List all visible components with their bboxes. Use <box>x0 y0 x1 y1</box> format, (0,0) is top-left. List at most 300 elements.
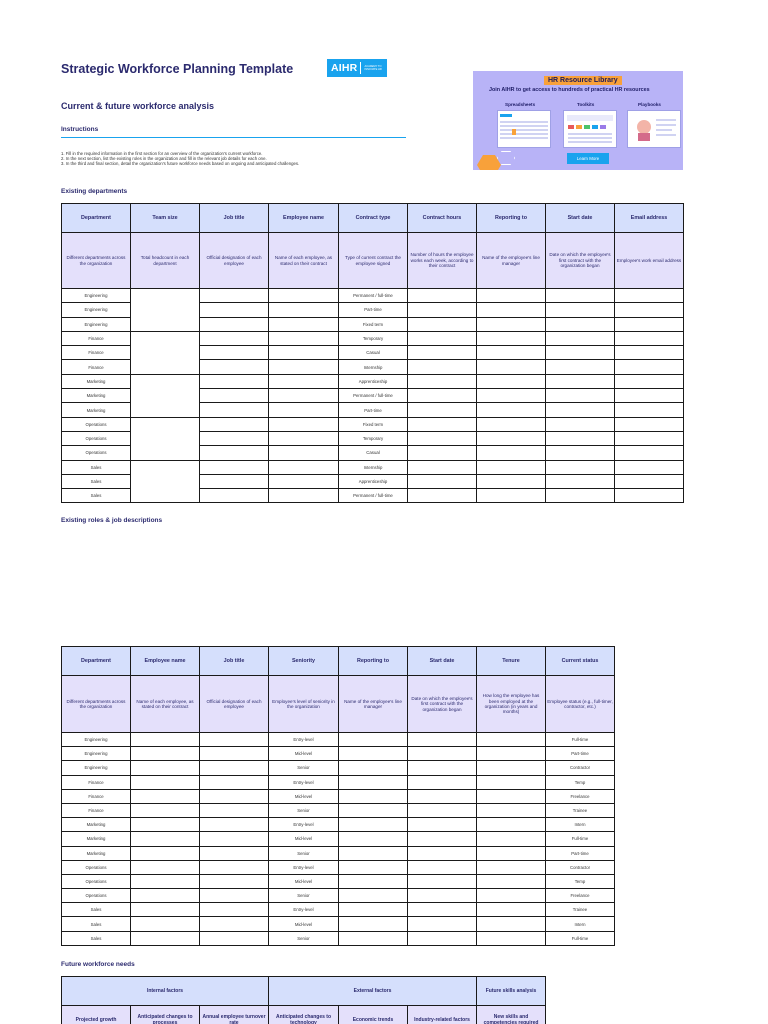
column-header: Reporting to <box>339 647 408 676</box>
contract-hours-cell[interactable] <box>408 331 477 345</box>
start-date-cell[interactable] <box>546 489 615 503</box>
future-heading: Future workforce needs <box>61 961 135 968</box>
employee-name-cell[interactable] <box>269 289 339 303</box>
job-title-cell[interactable] <box>200 403 269 417</box>
contract-hours-cell[interactable] <box>408 403 477 417</box>
contract-hours-cell[interactable] <box>408 346 477 360</box>
reporting-to-cell[interactable] <box>339 818 408 832</box>
column-header: Current status <box>546 647 615 676</box>
job-title-cell[interactable] <box>200 889 269 903</box>
email-cell[interactable] <box>615 431 684 445</box>
job-title-cell[interactable] <box>200 417 269 431</box>
job-title-cell[interactable] <box>200 832 269 846</box>
seniority-cell[interactable]: Mid-level <box>269 832 339 846</box>
department-cell[interactable]: Sales <box>62 903 131 917</box>
department-cell[interactable]: Operations <box>62 446 131 460</box>
instruction-line: 1. Fill in the required information in the first section for an overview of the organization's current workforce. <box>61 151 263 156</box>
reporting-to-cell[interactable] <box>339 789 408 803</box>
employee-name-cell[interactable] <box>269 317 339 331</box>
team-size-cell[interactable] <box>131 331 200 374</box>
job-title-cell[interactable] <box>200 389 269 403</box>
employee-name-cell[interactable] <box>269 331 339 345</box>
contract-hours-cell[interactable] <box>408 460 477 474</box>
tenure-cell[interactable] <box>477 917 546 931</box>
employee-name-cell[interactable] <box>131 889 200 903</box>
start-date-cell[interactable] <box>408 733 477 747</box>
column-header: Projected growth <box>62 1006 131 1024</box>
employee-name-cell[interactable] <box>269 431 339 445</box>
contract-type-cell[interactable]: Permanent / full-time <box>339 489 408 503</box>
contract-hours-cell[interactable] <box>408 417 477 431</box>
reporting-to-cell[interactable] <box>339 917 408 931</box>
column-description: Name of the employee's line manager <box>339 676 408 733</box>
job-title-cell[interactable] <box>200 374 269 388</box>
employee-name-cell[interactable] <box>131 789 200 803</box>
reporting-to-cell[interactable] <box>477 360 546 374</box>
current-status-cell[interactable]: Contractor <box>546 761 615 775</box>
email-cell[interactable] <box>615 489 684 503</box>
start-date-cell[interactable] <box>408 803 477 817</box>
departments-body <box>62 289 684 503</box>
seniority-cell[interactable]: Mid-level <box>269 747 339 761</box>
tenure-cell[interactable] <box>477 733 546 747</box>
table-row <box>62 761 615 775</box>
current-status-cell[interactable]: Intern <box>546 818 615 832</box>
reporting-to-cell[interactable] <box>339 931 408 945</box>
reporting-to-cell[interactable] <box>339 775 408 789</box>
department-cell[interactable]: Finance <box>62 789 131 803</box>
column-header: Contract type <box>339 204 408 233</box>
reporting-to-cell[interactable] <box>339 803 408 817</box>
contract-hours-cell[interactable] <box>408 374 477 388</box>
contract-type-cell[interactable]: Permanent / full-time <box>339 389 408 403</box>
email-cell[interactable] <box>615 374 684 388</box>
job-title-cell[interactable] <box>200 803 269 817</box>
employee-name-cell[interactable] <box>269 403 339 417</box>
seniority-cell[interactable]: Entry-level <box>269 733 339 747</box>
reporting-to-cell[interactable] <box>477 431 546 445</box>
employee-name-cell[interactable] <box>131 747 200 761</box>
employee-name-cell[interactable] <box>131 846 200 860</box>
table-row <box>62 747 615 761</box>
employee-name-cell[interactable] <box>269 489 339 503</box>
reporting-to-cell[interactable] <box>339 846 408 860</box>
start-date-cell[interactable] <box>546 374 615 388</box>
start-date-cell[interactable] <box>408 917 477 931</box>
email-cell[interactable] <box>615 289 684 303</box>
job-title-cell[interactable] <box>200 860 269 874</box>
seniority-cell[interactable]: Entry-level <box>269 818 339 832</box>
department-cell[interactable]: Operations <box>62 889 131 903</box>
reporting-to-cell[interactable] <box>477 346 546 360</box>
start-date-cell[interactable] <box>408 846 477 860</box>
department-cell[interactable]: Marketing <box>62 374 131 388</box>
seniority-cell[interactable]: Senior <box>269 803 339 817</box>
reporting-to-cell[interactable] <box>477 403 546 417</box>
table-row <box>62 775 615 789</box>
current-status-cell[interactable]: Part-time <box>546 846 615 860</box>
start-date-cell[interactable] <box>408 761 477 775</box>
contract-type-cell[interactable]: Temporary <box>339 331 408 345</box>
current-status-cell[interactable]: Contractor <box>546 860 615 874</box>
current-status-cell[interactable]: Temp <box>546 874 615 888</box>
reporting-to-cell[interactable] <box>477 374 546 388</box>
current-status-cell[interactable]: Trainee <box>546 803 615 817</box>
employee-name-cell[interactable] <box>269 374 339 388</box>
reporting-to-cell[interactable] <box>339 747 408 761</box>
contract-hours-cell[interactable] <box>408 389 477 403</box>
department-cell[interactable]: Sales <box>62 474 131 488</box>
reporting-to-cell[interactable] <box>477 317 546 331</box>
start-date-cell[interactable] <box>546 417 615 431</box>
current-status-cell[interactable]: Full-time <box>546 733 615 747</box>
roles-header-row <box>62 647 615 676</box>
page-subtitle: Current & future workforce analysis <box>61 101 215 111</box>
department-cell[interactable]: Marketing <box>62 832 131 846</box>
department-cell[interactable]: Operations <box>62 417 131 431</box>
table-row <box>62 417 684 431</box>
reporting-to-cell[interactable] <box>339 733 408 747</box>
contract-hours-cell[interactable] <box>408 431 477 445</box>
job-title-cell[interactable] <box>200 346 269 360</box>
contract-hours-cell[interactable] <box>408 446 477 460</box>
job-title-cell[interactable] <box>200 903 269 917</box>
instructions-divider <box>61 137 406 138</box>
team-size-cell[interactable] <box>131 289 200 332</box>
start-date-cell[interactable] <box>546 474 615 488</box>
seniority-cell[interactable]: Senior <box>269 761 339 775</box>
table-row <box>62 460 684 474</box>
job-title-cell[interactable] <box>200 874 269 888</box>
column-description: Date on which the employee's first contract with the organization began <box>408 676 477 733</box>
email-cell[interactable] <box>615 317 684 331</box>
department-cell[interactable]: Finance <box>62 775 131 789</box>
department-cell[interactable]: Engineering <box>62 761 131 775</box>
column-description: Official designation of each employee <box>200 676 269 733</box>
job-title-cell[interactable] <box>200 917 269 931</box>
department-cell[interactable]: Operations <box>62 874 131 888</box>
seniority-cell[interactable]: Mid-level <box>269 917 339 931</box>
employee-name-cell[interactable] <box>269 460 339 474</box>
department-cell[interactable]: Marketing <box>62 846 131 860</box>
contract-type-cell[interactable]: Internship <box>339 460 408 474</box>
group-header-external: External factors <box>269 977 477 1006</box>
department-cell[interactable]: Operations <box>62 431 131 445</box>
start-date-cell[interactable] <box>546 389 615 403</box>
department-cell[interactable]: Finance <box>62 346 131 360</box>
reporting-to-cell[interactable] <box>477 417 546 431</box>
job-title-cell[interactable] <box>200 446 269 460</box>
job-title-cell[interactable] <box>200 818 269 832</box>
contract-type-cell[interactable]: Apprenticeship <box>339 374 408 388</box>
seniority-cell[interactable]: Senior <box>269 889 339 903</box>
tenure-cell[interactable] <box>477 832 546 846</box>
group-header-skills: Future skills analysis <box>477 977 546 1006</box>
seniority-cell[interactable]: Senior <box>269 846 339 860</box>
table-row <box>62 789 615 803</box>
start-date-cell[interactable] <box>408 903 477 917</box>
start-date-cell[interactable] <box>546 317 615 331</box>
contract-hours-cell[interactable] <box>408 360 477 374</box>
email-cell[interactable] <box>615 474 684 488</box>
employee-name-cell[interactable] <box>269 360 339 374</box>
start-date-cell[interactable] <box>546 303 615 317</box>
tenure-cell[interactable] <box>477 761 546 775</box>
email-cell[interactable] <box>615 389 684 403</box>
reporting-to-cell[interactable] <box>477 460 546 474</box>
current-status-cell[interactable]: Intern <box>546 917 615 931</box>
hr-resource-library-banner[interactable] <box>473 71 683 170</box>
reporting-to-cell[interactable] <box>339 874 408 888</box>
department-cell[interactable]: Engineering <box>62 733 131 747</box>
start-date-cell[interactable] <box>408 931 477 945</box>
employee-name-cell[interactable] <box>131 903 200 917</box>
tenure-cell[interactable] <box>477 775 546 789</box>
future-header-row <box>62 1006 546 1024</box>
column-header: Industry-related factors <box>408 1006 477 1024</box>
job-title-cell[interactable] <box>200 303 269 317</box>
email-cell[interactable] <box>615 360 684 374</box>
department-cell[interactable]: Finance <box>62 360 131 374</box>
contract-hours-cell[interactable] <box>408 289 477 303</box>
employee-name-cell[interactable] <box>131 931 200 945</box>
reporting-to-cell[interactable] <box>339 761 408 775</box>
current-status-cell[interactable]: Trainee <box>546 903 615 917</box>
learn-more-button[interactable]: Learn More <box>567 153 609 164</box>
contract-type-cell[interactable]: Casual <box>339 446 408 460</box>
column-header: Department <box>62 204 131 233</box>
job-title-cell[interactable] <box>200 747 269 761</box>
column-header: Department <box>62 647 131 676</box>
banner-title: HR Resource Library <box>544 76 622 85</box>
tenure-cell[interactable] <box>477 747 546 761</box>
employee-name-cell[interactable] <box>131 775 200 789</box>
employee-name-cell[interactable] <box>131 733 200 747</box>
contract-type-cell[interactable]: Temporary <box>339 431 408 445</box>
seniority-cell[interactable]: Entry-level <box>269 775 339 789</box>
job-title-cell[interactable] <box>200 733 269 747</box>
employee-name-cell[interactable] <box>131 917 200 931</box>
current-status-cell[interactable]: Full-time <box>546 931 615 945</box>
toolkit-preview-image <box>563 110 617 148</box>
email-cell[interactable] <box>615 403 684 417</box>
employee-name-cell[interactable] <box>131 803 200 817</box>
start-date-cell[interactable] <box>408 874 477 888</box>
team-size-cell[interactable] <box>131 417 200 460</box>
department-cell[interactable]: Engineering <box>62 747 131 761</box>
spreadsheet-thumbnail-icon <box>498 111 550 147</box>
department-cell[interactable]: Operations <box>62 860 131 874</box>
seniority-cell[interactable]: Mid-level <box>269 874 339 888</box>
email-cell[interactable] <box>615 446 684 460</box>
reporting-to-cell[interactable] <box>477 446 546 460</box>
reporting-to-cell[interactable] <box>477 303 546 317</box>
team-size-cell[interactable] <box>131 374 200 417</box>
banner-subtitle: Join AIHR to get access to hundreds of practical HR resources <box>489 87 650 93</box>
column-description: Employee's work email address <box>615 233 684 289</box>
email-cell[interactable] <box>615 417 684 431</box>
employee-name-cell[interactable] <box>269 446 339 460</box>
contract-type-cell[interactable]: Fixed term <box>339 417 408 431</box>
seniority-cell[interactable]: Entry-level <box>269 903 339 917</box>
start-date-cell[interactable] <box>408 860 477 874</box>
team-size-cell[interactable] <box>131 460 200 503</box>
email-cell[interactable] <box>615 331 684 345</box>
reporting-to-cell[interactable] <box>339 903 408 917</box>
email-cell[interactable] <box>615 460 684 474</box>
job-title-cell[interactable] <box>200 431 269 445</box>
logo-divider <box>360 62 361 74</box>
employee-name-cell[interactable] <box>131 860 200 874</box>
contract-type-cell[interactable]: Part-time <box>339 403 408 417</box>
current-status-cell[interactable]: Freelance <box>546 789 615 803</box>
contract-type-cell[interactable]: Part-time <box>339 303 408 317</box>
employee-name-cell[interactable] <box>131 832 200 846</box>
job-title-cell[interactable] <box>200 474 269 488</box>
reporting-to-cell[interactable] <box>339 860 408 874</box>
roles-description-row <box>62 676 615 733</box>
job-title-cell[interactable] <box>200 331 269 345</box>
column-header: Job title <box>200 204 269 233</box>
column-description: Name of the employee's line manager <box>477 233 546 289</box>
employee-name-cell[interactable] <box>269 303 339 317</box>
job-title-cell[interactable] <box>200 489 269 503</box>
tenure-cell[interactable] <box>477 903 546 917</box>
start-date-cell[interactable] <box>546 431 615 445</box>
contract-type-cell[interactable]: Fixed term <box>339 317 408 331</box>
department-cell[interactable]: Engineering <box>62 303 131 317</box>
reporting-to-cell[interactable] <box>339 889 408 903</box>
tenure-cell[interactable] <box>477 846 546 860</box>
table-row <box>62 931 615 945</box>
start-date-cell[interactable] <box>546 360 615 374</box>
start-date-cell[interactable] <box>408 747 477 761</box>
reporting-to-cell[interactable] <box>477 389 546 403</box>
contract-type-cell[interactable]: Permanent / full-time <box>339 289 408 303</box>
start-date-cell[interactable] <box>408 889 477 903</box>
start-date-cell[interactable] <box>546 346 615 360</box>
current-status-cell[interactable]: Part-time <box>546 747 615 761</box>
tenure-cell[interactable] <box>477 931 546 945</box>
column-header: Contract hours <box>408 204 477 233</box>
job-title-cell[interactable] <box>200 317 269 331</box>
column-header: Employee name <box>269 204 339 233</box>
job-title-cell[interactable] <box>200 789 269 803</box>
seniority-cell[interactable]: Senior <box>269 931 339 945</box>
email-cell[interactable] <box>615 303 684 317</box>
start-date-cell[interactable] <box>546 446 615 460</box>
email-cell[interactable] <box>615 346 684 360</box>
department-cell[interactable]: Engineering <box>62 317 131 331</box>
department-cell[interactable]: Sales <box>62 460 131 474</box>
current-status-cell[interactable]: Temp <box>546 775 615 789</box>
department-cell[interactable]: Sales <box>62 931 131 945</box>
column-description: Number of hours the employee works each week, according to their contract <box>408 233 477 289</box>
current-status-cell[interactable]: Full-time <box>546 832 615 846</box>
department-cell[interactable]: Sales <box>62 489 131 503</box>
job-title-cell[interactable] <box>200 931 269 945</box>
contract-hours-cell[interactable] <box>408 474 477 488</box>
reporting-to-cell[interactable] <box>477 474 546 488</box>
contract-hours-cell[interactable] <box>408 303 477 317</box>
contract-hours-cell[interactable] <box>408 489 477 503</box>
column-header: Economic trends <box>339 1006 408 1024</box>
start-date-cell[interactable] <box>408 818 477 832</box>
employee-name-cell[interactable] <box>131 761 200 775</box>
departments-heading: Existing departments <box>61 188 128 195</box>
column-description: Employee's level of seniority in the organization <box>269 676 339 733</box>
current-status-cell[interactable]: Freelance <box>546 889 615 903</box>
department-cell[interactable]: Engineering <box>62 289 131 303</box>
contract-type-cell[interactable]: Apprenticeship <box>339 474 408 488</box>
employee-name-cell[interactable] <box>269 346 339 360</box>
start-date-cell[interactable] <box>408 832 477 846</box>
job-title-cell[interactable] <box>200 360 269 374</box>
departments-header-row <box>62 204 684 233</box>
contract-type-cell[interactable]: Internship <box>339 360 408 374</box>
table-row <box>62 289 684 303</box>
start-date-cell[interactable] <box>546 331 615 345</box>
start-date-cell[interactable] <box>546 289 615 303</box>
tenure-cell[interactable] <box>477 860 546 874</box>
employee-name-cell[interactable] <box>131 874 200 888</box>
employee-name-cell[interactable] <box>269 474 339 488</box>
column-header: Anticipated changes to processes <box>131 1006 200 1024</box>
job-title-cell[interactable] <box>200 761 269 775</box>
tenure-cell[interactable] <box>477 874 546 888</box>
department-cell[interactable]: Finance <box>62 803 131 817</box>
employee-name-cell[interactable] <box>131 818 200 832</box>
contract-type-cell[interactable]: Casual <box>339 346 408 360</box>
tenure-cell[interactable] <box>477 789 546 803</box>
logo-tagline: ACADEMY TO INNOVATE HR <box>364 65 382 71</box>
department-cell[interactable]: Marketing <box>62 403 131 417</box>
table-row <box>62 733 615 747</box>
category-toolkits: Toolkits <box>577 102 595 107</box>
contract-hours-cell[interactable] <box>408 317 477 331</box>
job-title-cell[interactable] <box>200 846 269 860</box>
tenure-cell[interactable] <box>477 803 546 817</box>
employee-name-cell[interactable] <box>269 389 339 403</box>
column-description: Name of each employee, as stated on their contract <box>131 676 200 733</box>
start-date-cell[interactable] <box>408 789 477 803</box>
instructions-text <box>61 151 299 166</box>
start-date-cell[interactable] <box>408 775 477 789</box>
department-cell[interactable]: Marketing <box>62 389 131 403</box>
department-cell[interactable]: Sales <box>62 917 131 931</box>
reporting-to-cell[interactable] <box>339 832 408 846</box>
reporting-to-cell[interactable] <box>477 331 546 345</box>
aihr-logo[interactable] <box>327 59 387 77</box>
instruction-line: 3. In the third and final section, detail the organization's future workforce needs based on ongoing and anticipated challenges. <box>61 161 300 166</box>
seniority-cell[interactable]: Mid-level <box>269 789 339 803</box>
employee-name-cell[interactable] <box>269 417 339 431</box>
reporting-to-cell[interactable] <box>477 489 546 503</box>
job-title-cell[interactable] <box>200 460 269 474</box>
start-date-cell[interactable] <box>546 460 615 474</box>
start-date-cell[interactable] <box>546 403 615 417</box>
reporting-to-cell[interactable] <box>477 289 546 303</box>
tenure-cell[interactable] <box>477 889 546 903</box>
department-cell[interactable]: Marketing <box>62 818 131 832</box>
table-row <box>62 803 615 817</box>
job-title-cell[interactable] <box>200 775 269 789</box>
seniority-cell[interactable]: Entry-level <box>269 860 339 874</box>
department-cell[interactable]: Finance <box>62 331 131 345</box>
column-header: Start date <box>408 647 477 676</box>
job-title-cell[interactable] <box>200 289 269 303</box>
tenure-cell[interactable] <box>477 818 546 832</box>
